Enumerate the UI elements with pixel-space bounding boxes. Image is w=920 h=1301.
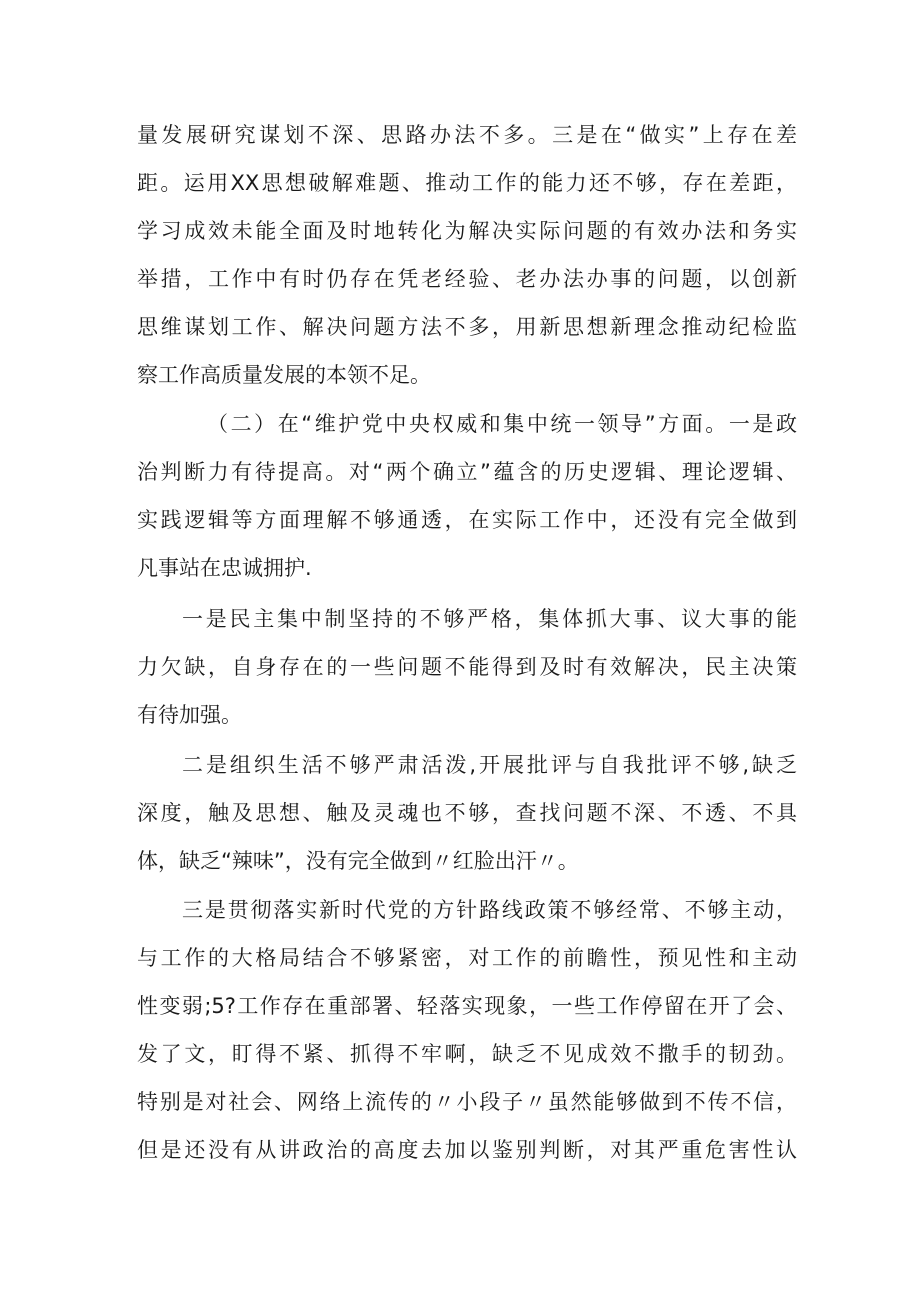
text-line: 一是民主集中制坚持的不够严格，集体抓大事、议大事的能 <box>182 607 797 631</box>
text-line: 力欠缺，自身存在的一些问题不能得到及时有效解决，民主决策 <box>137 655 797 679</box>
text-line: 实践逻辑等方面理解不够通透，在实际工作中，还没有完全做到 <box>137 508 797 532</box>
text-line: 学习成效未能全面及时地转化为解决实际问题的有效办法和务实 <box>137 219 797 243</box>
text-line: 性变弱;5?工作存在重部署、轻落实现象，一些工作停留在开了会、 <box>137 994 797 1018</box>
text-line: 思维谋划工作、解决问题方法不多，用新思想新理念推动纪检监 <box>137 315 797 339</box>
text-line: 深度，触及思想、触及灵魂也不够，查找问题不深、不透、不具 <box>137 801 797 825</box>
text-line: 量发展研究谋划不深、思路办法不多。三是在“做实”上存在差 <box>137 123 797 147</box>
text-line: 但是还没有从讲政治的高度去加以鉴别判断，对其严重危害性认 <box>137 1138 797 1162</box>
text-line: 二是组织生活不够严肃活泼,开展批评与自我批评不够,缺乏 <box>182 753 797 777</box>
text-line: 察工作高质量发展的本领不足。 <box>137 363 431 387</box>
text-line: 举措，工作中有时仍存在凭老经验、老办法办事的问题，以创新 <box>137 267 797 291</box>
text-line: 发了文，盯得不紧、抓得不牢啊，缺乏不见成效不撒手的韧劲。 <box>137 1042 797 1066</box>
section-heading-line: （二）在“维护党中央权威和集中统一领导”方面。一是政 <box>207 412 797 436</box>
text-line: 与工作的大格局结合不够紧密，对工作的前瞻性，预见性和主动 <box>137 946 797 970</box>
text-line: 距。运用XX思想破解难题、推动工作的能力还不够，存在差距， <box>137 171 797 195</box>
text-line: 体，缺乏“辣味”，没有完全做到〃红脸出汗〃。 <box>137 849 579 873</box>
text-line: 有待加强。 <box>137 703 242 727</box>
text-line: 特别是对社会、网络上流传的〃小段子〃虽然能够做到不传不信， <box>137 1090 797 1114</box>
text-line: 治判断力有待提高。对“两个确立”蕴含的历史逻辑、理论逻辑、 <box>137 460 797 484</box>
text-line: 凡事站在忠诚拥护. <box>137 556 312 580</box>
text-line: 三是贯彻落实新时代党的方针路线政策不够经常、不够主动， <box>182 898 797 922</box>
